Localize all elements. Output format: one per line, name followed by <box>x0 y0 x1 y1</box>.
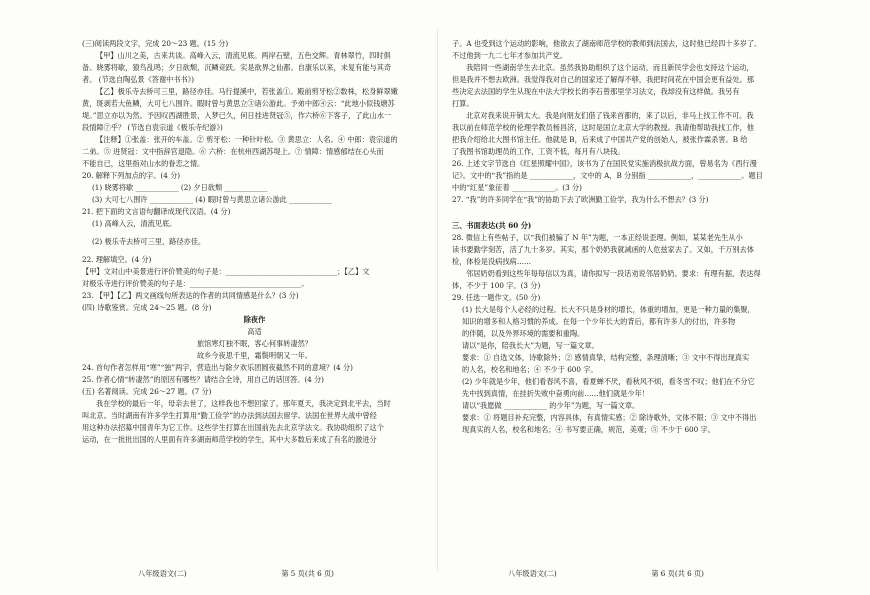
excerpt-line: 用这种办法招募中国青年为它工作。这些学生打算在出国前先去北京学法文。我协助组织了这个 <box>82 423 384 432</box>
footer-page-number: 第 6 页(共 6 页) <box>651 569 704 578</box>
poem-line: 旅馆寒灯独不眠，客心何事转凄然？ <box>196 339 312 348</box>
essay-option-1-requirements: 要求：① 自选文体，诗歌除外；② 感情真挚，结构完整，条理清晰；③ 文中不得出现真实 <box>462 353 750 362</box>
notes-line: 【注释】①张盖：张开的车盖。② 剪牙松：一种针叶松。③ 黄思立：人名。④ 中郎：袁宗道的 <box>96 135 398 144</box>
essay-option-1-prompt: 请以“是你，陪我长大”为题，写一篇文章。 <box>462 341 599 350</box>
essay-option-1: 知识的增多和人格习惯的养成。在每一个少年长大的背后，都有许多人的付出，许多物 <box>462 317 736 326</box>
question-28: 邻居奶奶看到这些年每每信以为真，请你拟写一段话劝说邻居奶奶。要求：有理有据，表达得 <box>466 269 761 278</box>
essay-option-1: (1) 长大是每个人必经的过程。长大不只是身材的增长，体重的增加，更是一种力量的集聚， <box>462 305 755 314</box>
section-writing-heading: 三、书面表达(共 60 分) <box>452 221 532 230</box>
question-21-item: (1) 高峰入云，清流见底。 <box>92 219 177 228</box>
question-20-items: (1) 晓雾将歇 ____________ (2) 夕日欲颓 ____________ <box>92 183 268 192</box>
essay-option-2-prompt: 请以“我愿做 ____________ 的少年”为题，写一篇文章。 <box>462 401 640 410</box>
passage-jia-line: 备。晓雾将歇，猿鸟乱鸣；夕日欲颓，沉鳞竞跃。实是欲界之仙都。自康乐以来，未复有能与其奇 <box>82 63 392 72</box>
excerpt-line: 子。A 也受到这个运动的影响，他欲去了湖南师范学校的教师到法国去，这时他已经四十多岁了。 <box>452 39 762 48</box>
essay-option-2-requirements: 现真实的人名，校名和地名；④ 书写要正确，规范，美观；⑤ 不少于 600 字。 <box>462 425 715 434</box>
question-25: 25. 作者心情“转凄然”的原因有哪些？请结合全诗，用自己的话回答。(4 分) <box>82 375 324 384</box>
poem-author: 高适 <box>247 327 262 336</box>
essay-option-1-requirements: 的人名，校名和地名；④ 不少于 600 字。 <box>462 365 598 374</box>
essay-option-2: 先中找到真情，在挂折失败中奋勇向前……他们就是少年！ <box>462 389 649 398</box>
excerpt-line: 但是我并不想去欧洲。我觉得我对自己的国家还了解得不够，我把时间花在中国会更有益处。那 <box>452 75 754 84</box>
page-6-footer <box>508 568 704 580</box>
excerpt-line: 叫北京。当时湖南有许多学生打算用“勤工俭学”的办法到法国去留学。法国在世界大战中曾经 <box>82 411 377 420</box>
notes-line: 不能自已，这里指对山水的眷恋之情。 <box>82 159 205 168</box>
question-24: 24. 首句作者怎样用“寒”“独”两字，营造出与除夕欢乐团圆夜截然不同的意境？(4 分) <box>82 363 353 372</box>
question-28: 检，体检是没病找病…… <box>452 257 532 266</box>
essay-option-2: (2) 少年就是少年，他们看春风不喜，看夏蝉不厌，看秋风不烦，看冬雪不叹；他们在不分它 <box>462 377 755 386</box>
excerpt-line: 我陪同一些湖南学生去北京。虽然我协助组织了这个运动，而且新民学会也支持这个运动， <box>466 63 754 72</box>
footer-page-number: 第 5 页(共 6 页) <box>281 569 334 578</box>
passage-jia-source: 者。 (节选自陶弘景《答谢中书书》) <box>82 75 195 84</box>
excerpt-line: 打算。 <box>452 99 474 108</box>
question-22: 22. 理解填空。(4 分) <box>82 255 152 264</box>
passage-yi-line: 堤。”思立亦以为然。予因叹西湖胜景，入梦已久，何日挂进贤冠⑤，作六桥⑥下客子，了此山水一 <box>82 111 392 120</box>
question-20: 20. 解释下列加点的字。(4 分) <box>82 171 181 180</box>
excerpt-line: 运动，在一批批出国的人里面有许多湖南师范学校的学生，其中大多数后来成了有名的激进分 <box>82 435 377 444</box>
section-4-heading: (四) 诗歌鉴赏。完成 24～25 题。(8 分) <box>82 303 212 312</box>
question-27: 27. “我”的许多同学在“我”的协助下去了欧洲勤工俭学，我为什么不想去？(3 分) <box>452 195 709 204</box>
question-26: 26. 上述文字节选自《红星照耀中国》，该书为了在国民党实施消极抗战方面，曾易名为《西行漫 <box>452 159 757 168</box>
page-5-column <box>82 38 427 446</box>
excerpt-line: 我以前在师范学校的伦理学教员杨昌济，这时是国立北京大学的教授。我请他帮助我找工作，他 <box>452 123 754 132</box>
question-22-blank: 【甲】文对山中美景进行评价赞美的句子是：_______________________________；【乙】文 <box>82 267 370 276</box>
passage-yi-line: 黄，斑剥若大鱼鳞，大可七八围许。暇时曾与黄思立③诸公游此。予弟中郎④云：“此地小似钱塘苏 <box>82 99 395 108</box>
question-28: 读书要勤学刻苦，活了九十多岁。其实，那个奶奶我就减函的人危兹家去了。又如，千万别去体 <box>452 245 754 254</box>
center-divider <box>437 30 438 570</box>
excerpt-line: 北京对我来说开销太大。我是向朋友们借了钱来首都的，来了以后，非马上找工作不可。我 <box>466 111 754 120</box>
excerpt-line: 不过他到一九二七年才参加共产党。 <box>452 51 568 60</box>
section-5-heading: (五) 名著阅读。完成 26～27 题。(7 分) <box>82 387 212 396</box>
footer-course: 八年级语文(二) <box>508 569 557 578</box>
question-23: 23. 【甲】【乙】两文画线句所表达的作者的共同情感是什么？(3 分) <box>82 291 299 300</box>
passage-yi-source: 段情障⑦乎？ (节选自袁宗道《极乐寺纪游》) <box>82 123 223 132</box>
poem-title: 除夜作 <box>243 315 266 324</box>
passage-jia-line: 【甲】山川之美，古来共谈。高峰入云，清流见底。两岸石壁，五色交辉。青林翠竹，四时俱 <box>96 51 391 60</box>
excerpt-line: 把我介绍给北大图书馆主任。他就是 B，后来成了中国共产党的创始人，被张作霖杀害。B 给 <box>452 135 748 144</box>
excerpt-line: 了我图书馆助理员的工作，工资不低，每月有八块钱。 <box>452 147 625 156</box>
excerpt-line: 我在学校的最后一年，母亲去世了，这样我也不想回家了。那年夏天，我决定到北平去，当时 <box>96 399 391 408</box>
footer-course: 八年级语文(二) <box>138 569 187 578</box>
notes-line: 二弟。⑤ 进贤冠：文中指辞官退隐。⑥ 六桥：在杭州西湖苏堤上。⑦ 情障：情感郁结在心头而 <box>82 147 384 156</box>
question-20-items: (3) 大可七八围许 ____________ (4) 暇时曾与黄思立诸公游此 ____________ <box>92 195 333 204</box>
section-3-heading: (三)阅读两段文字，完成 20～23 题。(15 分) <box>82 39 229 48</box>
question-21-item: (2) 极乐寺去桥可三里，路径亦佳。 <box>92 237 206 246</box>
page-6-column <box>452 38 797 436</box>
answer-space <box>452 206 797 220</box>
essay-option-1: 的伴随，以及外界环境的需要和重陶。 <box>462 329 585 338</box>
question-22-blank: 对极乐寺进行评价赞美的句子是：_______________________________。 <box>82 279 309 288</box>
question-26: 中的“红星”象征着 ____________。(3 分) <box>452 183 582 192</box>
question-21: 21. 把下面的文言语句翻译成现代汉语。(4 分) <box>82 207 231 216</box>
poem-line: 故乡今夜思千里，霜鬓明朝又一年。 <box>196 351 312 360</box>
question-26: 记》。文中的“我”指的是 ____________，文中的 A，B 分别指 ____________，____________。题目 <box>452 171 763 180</box>
question-28: 体，不少于 100 字。(3 分) <box>452 281 541 290</box>
passage-yi-line: 【乙】极乐寺去桥可三里，路径亦佳。马行提溪中，若张盖①。殿前剪牙松②数株，松身鲜翠嫩 <box>96 87 398 96</box>
question-28: 28. 微信上有些帖子，以“我们被骗了 N 年”为题，一本正经说歪理。例如，某某老先生从小 <box>452 233 743 242</box>
excerpt-line: 些决定去法国的学生从现在中法大学校长的李石曾那里学习法文，我却没有这样做。我另有 <box>452 87 740 96</box>
essay-option-2-requirements: 要求：① 将题目补充完整，内容具体，有真情实感；② 除诗歌外，文体不限；③ 文中不得出 <box>462 413 757 422</box>
question-29: 29. 任选一题作文。(50 分) <box>452 293 541 302</box>
page-5-footer <box>138 568 334 580</box>
